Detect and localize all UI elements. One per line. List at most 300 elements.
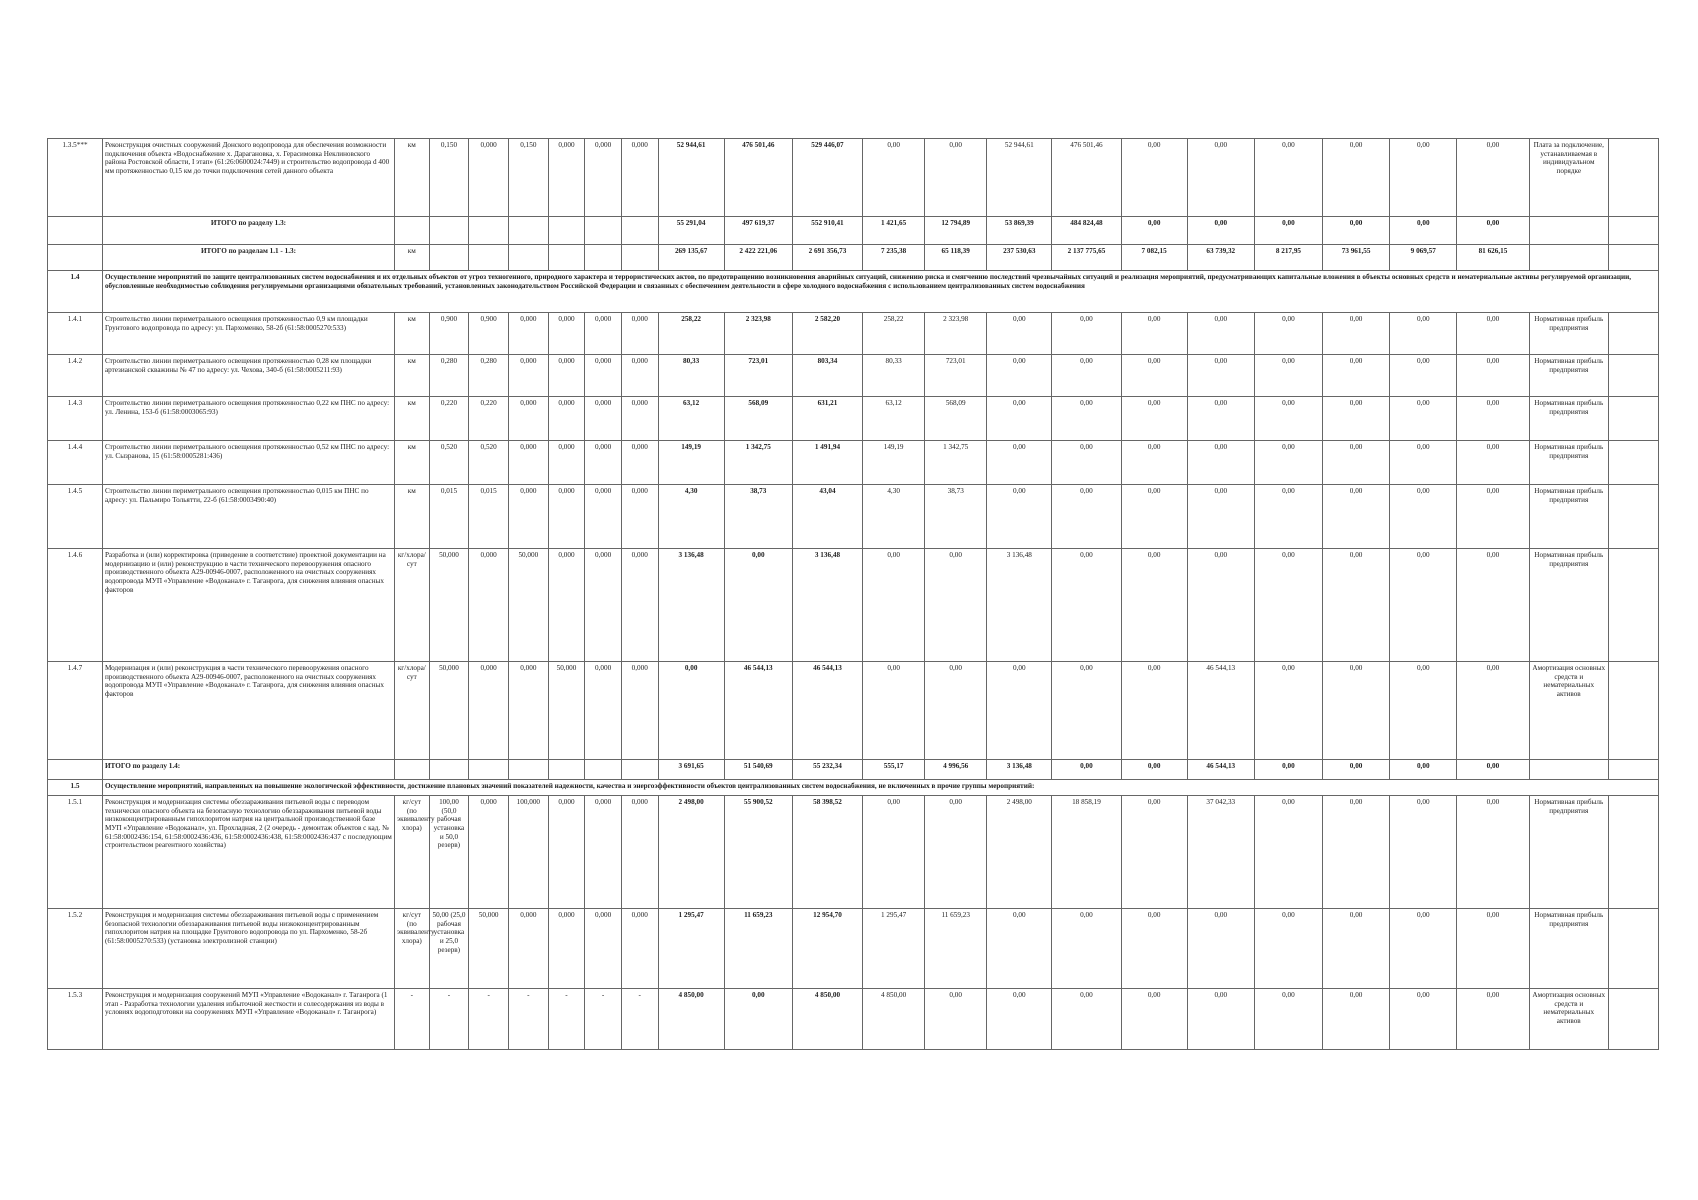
- amount-value: 0,00: [658, 662, 724, 760]
- table-row: [48, 549, 1659, 662]
- amount-value: 0,00: [1187, 355, 1254, 397]
- amount-value: 3 136,48: [658, 549, 724, 662]
- capacity-value: 0,000: [508, 441, 548, 485]
- amount-value: 12 794,89: [925, 217, 987, 245]
- amount-value: 0,00: [1254, 217, 1322, 245]
- amount-value: 0,00: [1457, 485, 1529, 549]
- amount-value: 0,00: [1457, 909, 1529, 989]
- measure-description: Реконструкция и модернизация сооружений МУП «Управление «Водоканал» г. Таганрога (1 этап - Разработка технологии удаления избыточной жесткости и солесодержания из воды в условиях водоподготовки на сооружениях МУП «Управление «Водоканал» г. Таганрога): [102, 989, 394, 1050]
- amount-value: 0,00: [1457, 441, 1529, 485]
- amount-value: 0,00: [1052, 355, 1121, 397]
- unit: км: [395, 355, 430, 397]
- amount-value: 0,00: [1390, 796, 1457, 909]
- amount-value: 0,00: [1457, 796, 1529, 909]
- amount-value: 0,00: [1052, 989, 1121, 1050]
- amount-value: 555,17: [863, 760, 925, 780]
- capacity-value: 0,900: [429, 313, 469, 355]
- capacity-value: 0,520: [469, 441, 509, 485]
- amount-value: 0,00: [1323, 909, 1390, 989]
- capacity-value: [429, 217, 469, 245]
- empty-cell: [1608, 796, 1658, 909]
- amount-value: 0,00: [1323, 662, 1390, 760]
- amount-value: 0,00: [1323, 397, 1390, 441]
- amount-value: 0,00: [1323, 549, 1390, 662]
- row-number: 1.4.5: [48, 485, 103, 549]
- amount-value: 258,22: [863, 313, 925, 355]
- unit: км: [395, 485, 430, 549]
- amount-value: 53 869,39: [987, 217, 1052, 245]
- capacity-value: 0,000: [585, 662, 622, 760]
- capacity-value: 0,000: [621, 441, 658, 485]
- capacity-value: 100,00 (50,0 рабочая установка и 50,0 резерв): [429, 796, 469, 909]
- amount-value: 52 944,61: [987, 139, 1052, 217]
- amount-value: 0,00: [1457, 313, 1529, 355]
- amount-value: 0,00: [1390, 989, 1457, 1050]
- measure-description: Реконструкция очистных сооружений Донского водопровода для обеспечения возможности подключения объекта «Водоснабжение х. Дарагановка, х. Герасимовка Неклиновского района Ростовской области, I этап» (61:26:0600024:7449) и строительство водопровода d 400 мм протяженностью 0,15 км до точки подключения сетей данного объекта: [102, 139, 394, 217]
- measure-description: Строительство линии периметрального освещения протяженностью 0,28 км площадки артезианской скважины № 47 по адресу: ул. Чехова, 340-б (61:58:0005211:93): [102, 355, 394, 397]
- amount-value: 0,00: [1390, 549, 1457, 662]
- amount-value: 0,00: [1457, 355, 1529, 397]
- measure-description: Строительство линии периметрального освещения протяженностью 0,015 км ПНС по адресу: ул. Пальмиро Тольятти, 22-б (61:58:0003490:40): [102, 485, 394, 549]
- capacity-value: 50,000: [429, 662, 469, 760]
- amount-value: 269 135,67: [658, 245, 724, 271]
- capacity-value: -: [508, 989, 548, 1050]
- total-row: [48, 217, 1659, 245]
- capacity-value: -: [548, 989, 585, 1050]
- investment-program-table: [47, 138, 1659, 1050]
- amount-value: 0,00: [1323, 796, 1390, 909]
- unit: км: [395, 313, 430, 355]
- amount-value: 0,00: [1121, 549, 1187, 662]
- capacity-value: 0,000: [548, 549, 585, 662]
- capacity-value: 0,000: [585, 485, 622, 549]
- amount-value: 0,00: [1323, 139, 1390, 217]
- amount-value: 55 232,34: [792, 760, 862, 780]
- amount-value: 0,00: [1121, 909, 1187, 989]
- measure-description: Модернизация и (или) реконструкция в части технического перевооружения опасного производственного объекта А29-00946-0007, расположенного на очистных сооружениях водопровода МУП «Управление «Водоканал» г. Таганрога, для снижения влияния опасных факторов: [102, 662, 394, 760]
- row-number: 1.5: [48, 780, 103, 796]
- amount-value: 631,21: [792, 397, 862, 441]
- capacity-value: 0,000: [548, 909, 585, 989]
- empty-cell: [1608, 441, 1658, 485]
- amount-value: 0,00: [1457, 989, 1529, 1050]
- measure-description: Разработка и (или) корректировка (приведение в соответствие) проектной документации на модернизацию и (или) реконструкцию в части технического перевооружения опасного производственного объекта А29-00946-0007, расположенного на очистных сооружениях водопровода МУП «Управление «Водоканал» г. Таганрога, для снижения влияния опасных факторов: [102, 549, 394, 662]
- amount-value: 1 295,47: [658, 909, 724, 989]
- amount-value: 43,04: [792, 485, 862, 549]
- empty-cell: [1608, 355, 1658, 397]
- empty-cell: [1608, 485, 1658, 549]
- amount-value: 4 850,00: [792, 989, 862, 1050]
- amount-value: 4 850,00: [863, 989, 925, 1050]
- capacity-value: 0,015: [429, 485, 469, 549]
- amount-value: 0,00: [1254, 760, 1322, 780]
- capacity-value: [469, 217, 509, 245]
- amount-value: 1 491,94: [792, 441, 862, 485]
- amount-value: 0,00: [987, 441, 1052, 485]
- measure-description: Строительство линии периметрального освещения протяженностью 0,52 км ПНС по адресу: ул. Сызранова, 15 (61:58:0005281:436): [102, 441, 394, 485]
- capacity-value: 50,000: [548, 662, 585, 760]
- unit: -: [395, 989, 430, 1050]
- amount-value: 1 342,75: [724, 441, 792, 485]
- capacity-value: 0,000: [508, 397, 548, 441]
- funding-source: Нормативная прибыль предприятия: [1529, 796, 1608, 909]
- amount-value: 723,01: [724, 355, 792, 397]
- funding-source: Нормативная прибыль предприятия: [1529, 549, 1608, 662]
- table-row: [48, 313, 1659, 355]
- unit: км: [395, 245, 430, 271]
- amount-value: 0,00: [1052, 313, 1121, 355]
- amount-value: 552 910,41: [792, 217, 862, 245]
- amount-value: 0,00: [1052, 397, 1121, 441]
- amount-value: 0,00: [1121, 989, 1187, 1050]
- row-number: 1.5.3: [48, 989, 103, 1050]
- amount-value: 0,00: [1187, 217, 1254, 245]
- amount-value: 0,00: [925, 139, 987, 217]
- amount-value: 2 691 356,73: [792, 245, 862, 271]
- amount-value: 0,00: [1390, 355, 1457, 397]
- capacity-value: 0,520: [429, 441, 469, 485]
- measure-description: Строительство линии периметрального освещения протяженностью 0,22 км ПНС по адресу: ул. Ленина, 153-б (61:58:0003065:93): [102, 397, 394, 441]
- amount-value: 0,00: [1121, 139, 1187, 217]
- capacity-value: 0,000: [548, 313, 585, 355]
- amount-value: 0,00: [1121, 662, 1187, 760]
- amount-value: 0,00: [1052, 441, 1121, 485]
- funding-source: Нормативная прибыль предприятия: [1529, 441, 1608, 485]
- total-label: ИТОГО по разделу 1.4:: [102, 760, 394, 780]
- capacity-value: -: [429, 989, 469, 1050]
- unit: км: [395, 139, 430, 217]
- amount-value: 2 582,20: [792, 313, 862, 355]
- amount-value: 55 291,04: [658, 217, 724, 245]
- capacity-value: 0,000: [585, 355, 622, 397]
- capacity-value: 0,000: [585, 313, 622, 355]
- capacity-value: [585, 245, 622, 271]
- table-row: [48, 397, 1659, 441]
- table-row: [48, 662, 1659, 760]
- amount-value: 63 739,32: [1187, 245, 1254, 271]
- amount-value: 149,19: [658, 441, 724, 485]
- amount-value: 0,00: [1323, 313, 1390, 355]
- amount-value: 0,00: [1254, 909, 1322, 989]
- amount-value: 37 042,33: [1187, 796, 1254, 909]
- amount-value: 0,00: [1187, 313, 1254, 355]
- amount-value: 149,19: [863, 441, 925, 485]
- amount-value: 80,33: [863, 355, 925, 397]
- capacity-value: [429, 245, 469, 271]
- amount-value: 258,22: [658, 313, 724, 355]
- table-row: [48, 909, 1659, 989]
- capacity-value: 0,000: [621, 909, 658, 989]
- capacity-value: 0,000: [548, 139, 585, 217]
- amount-value: 4,30: [658, 485, 724, 549]
- capacity-value: [585, 760, 622, 780]
- funding-source: Нормативная прибыль предприятия: [1529, 909, 1608, 989]
- amount-value: 2 422 221,06: [724, 245, 792, 271]
- amount-value: 0,00: [987, 485, 1052, 549]
- amount-value: 46 544,13: [1187, 760, 1254, 780]
- total-label: ИТОГО по разделу 1.3:: [102, 217, 394, 245]
- amount-value: 0,00: [1254, 549, 1322, 662]
- empty-cell: [1608, 397, 1658, 441]
- row-number: 1.5.1: [48, 796, 103, 909]
- table-row: [48, 139, 1659, 217]
- empty-cell: [1608, 217, 1658, 245]
- capacity-value: 0,000: [621, 313, 658, 355]
- capacity-value: 0,900: [469, 313, 509, 355]
- amount-value: 2 323,98: [925, 313, 987, 355]
- unit: кг/сут (по эквиваленту хлора): [395, 909, 430, 989]
- funding-source: Нормативная прибыль предприятия: [1529, 485, 1608, 549]
- amount-value: 0,00: [1121, 796, 1187, 909]
- amount-value: 0,00: [1052, 549, 1121, 662]
- capacity-value: 0,000: [508, 662, 548, 760]
- amount-value: 0,00: [1254, 989, 1322, 1050]
- unit: кг/хлора/сут: [395, 549, 430, 662]
- amount-value: 0,00: [1254, 355, 1322, 397]
- amount-value: 11 659,23: [724, 909, 792, 989]
- total-row: [48, 245, 1659, 271]
- amount-value: 52 944,61: [658, 139, 724, 217]
- capacity-value: [508, 245, 548, 271]
- amount-value: 497 619,37: [724, 217, 792, 245]
- amount-value: 484 824,48: [1052, 217, 1121, 245]
- row-number: 1.4.6: [48, 549, 103, 662]
- section-header-row: [48, 780, 1659, 796]
- capacity-value: [621, 760, 658, 780]
- funding-source: Амортизация основных средств и нематериальных активов: [1529, 662, 1608, 760]
- amount-value: 7 082,15: [1121, 245, 1187, 271]
- capacity-value: 0,000: [621, 397, 658, 441]
- capacity-value: [508, 217, 548, 245]
- amount-value: 3 691,65: [658, 760, 724, 780]
- amount-value: 0,00: [1390, 760, 1457, 780]
- amount-value: 0,00: [987, 355, 1052, 397]
- capacity-value: 0,000: [469, 549, 509, 662]
- capacity-value: -: [469, 989, 509, 1050]
- capacity-value: 50,000: [429, 549, 469, 662]
- capacity-value: 0,000: [585, 549, 622, 662]
- funding-source: Плата за подключение, устанавливаемая в индивидуальном порядке: [1529, 139, 1608, 217]
- amount-value: 0,00: [1254, 139, 1322, 217]
- funding-source: [1529, 217, 1608, 245]
- amount-value: 0,00: [1052, 909, 1121, 989]
- table-row: [48, 989, 1659, 1050]
- capacity-value: 0,000: [508, 355, 548, 397]
- capacity-value: 0,000: [621, 549, 658, 662]
- funding-source: [1529, 245, 1608, 271]
- amount-value: 0,00: [1052, 662, 1121, 760]
- capacity-value: [548, 217, 585, 245]
- capacity-value: 0,015: [469, 485, 509, 549]
- table-row: [48, 796, 1659, 909]
- table-row: [48, 355, 1659, 397]
- capacity-value: 0,000: [508, 485, 548, 549]
- capacity-value: 0,000: [585, 796, 622, 909]
- empty-cell: [1608, 313, 1658, 355]
- table-row: [48, 441, 1659, 485]
- amount-value: 0,00: [1323, 989, 1390, 1050]
- amount-value: 2 498,00: [987, 796, 1052, 909]
- amount-value: 568,09: [925, 397, 987, 441]
- amount-value: 0,00: [863, 549, 925, 662]
- amount-value: 0,00: [987, 313, 1052, 355]
- funding-source: Амортизация основных средств и нематериальных активов: [1529, 989, 1608, 1050]
- amount-value: 0,00: [1187, 139, 1254, 217]
- amount-value: 2 323,98: [724, 313, 792, 355]
- row-number: [48, 760, 103, 780]
- amount-value: 0,00: [1457, 397, 1529, 441]
- amount-value: 81 626,15: [1457, 245, 1529, 271]
- capacity-value: 0,000: [469, 139, 509, 217]
- amount-value: 0,00: [1121, 313, 1187, 355]
- amount-value: 0,00: [1187, 989, 1254, 1050]
- unit: [395, 217, 430, 245]
- amount-value: 0,00: [1121, 355, 1187, 397]
- amount-value: 568,09: [724, 397, 792, 441]
- amount-value: 0,00: [1121, 760, 1187, 780]
- capacity-value: 0,150: [429, 139, 469, 217]
- amount-value: 0,00: [1323, 760, 1390, 780]
- amount-value: 11 659,23: [925, 909, 987, 989]
- empty-cell: [1608, 139, 1658, 217]
- capacity-value: 0,000: [621, 355, 658, 397]
- amount-value: 1 295,47: [863, 909, 925, 989]
- amount-value: 2 137 775,65: [1052, 245, 1121, 271]
- capacity-value: -: [585, 989, 622, 1050]
- measure-description: Реконструкция и модернизация системы обеззараживания питьевой воды с переводом технически опасного объекта на безопасную технологию обеззараживания питьевой воды низкоконцентрированным гипохлоритом натрия на центральной производственной базе МУП «Управление «Водоканал», ул. Прохладная, 2 (2 очередь - демонтаж объектов с кад. № 61:58:0002436:154, 61:58:0002436:436, 61:58:0002436:438, 61:58:0002436:437 с последующим строительством реагентного хозяйства): [102, 796, 394, 909]
- amount-value: 0,00: [863, 139, 925, 217]
- amount-value: 4,30: [863, 485, 925, 549]
- amount-value: 63,12: [863, 397, 925, 441]
- capacity-value: 50,000: [469, 909, 509, 989]
- empty-cell: [1608, 662, 1658, 760]
- amount-value: 803,34: [792, 355, 862, 397]
- amount-value: 2 498,00: [658, 796, 724, 909]
- capacity-value: [469, 760, 509, 780]
- capacity-value: 0,000: [585, 397, 622, 441]
- unit: км: [395, 441, 430, 485]
- amount-value: 0,00: [1187, 441, 1254, 485]
- amount-value: 0,00: [1254, 662, 1322, 760]
- capacity-value: 0,000: [585, 139, 622, 217]
- capacity-value: [548, 245, 585, 271]
- empty-cell: [1608, 989, 1658, 1050]
- capacity-value: 100,000: [508, 796, 548, 909]
- section-title: Осуществление мероприятий, направленных на повышение экологической эффективности, достижение плановых значений показателей надежности, качества и энергоэффективности объектов централизованных систем водоснабжения, не включенных в прочие группы мероприятий:: [102, 780, 1658, 796]
- amount-value: 0,00: [1254, 313, 1322, 355]
- capacity-value: 0,000: [621, 796, 658, 909]
- section-header-row: [48, 271, 1659, 313]
- amount-value: 0,00: [925, 549, 987, 662]
- capacity-value: 0,000: [548, 397, 585, 441]
- amount-value: 0,00: [1187, 549, 1254, 662]
- unit: кг/хлора/сут: [395, 662, 430, 760]
- amount-value: 0,00: [1390, 441, 1457, 485]
- amount-value: 0,00: [724, 549, 792, 662]
- capacity-value: 0,150: [508, 139, 548, 217]
- amount-value: 4 996,56: [925, 760, 987, 780]
- capacity-value: 0,000: [548, 441, 585, 485]
- amount-value: 38,73: [925, 485, 987, 549]
- amount-value: 0,00: [1457, 549, 1529, 662]
- row-number: 1.4.4: [48, 441, 103, 485]
- amount-value: 0,00: [1323, 441, 1390, 485]
- capacity-value: 0,000: [469, 662, 509, 760]
- amount-value: 0,00: [724, 989, 792, 1050]
- amount-value: 46 544,13: [1187, 662, 1254, 760]
- amount-value: 0,00: [863, 796, 925, 909]
- amount-value: 1 421,65: [863, 217, 925, 245]
- amount-value: 7 235,38: [863, 245, 925, 271]
- amount-value: 0,00: [987, 662, 1052, 760]
- measure-description: Реконструкция и модернизация системы обеззараживания питьевой воды с применением безопасной технологии обеззараживания питьевой воды низкоконцентрированным гипохлоритом натрия на площадке Грунтового водопровода по ул. Пархоменко, 58-2б (61:58:0005270:533) (установка электролизной станции): [102, 909, 394, 989]
- amount-value: 55 900,52: [724, 796, 792, 909]
- row-number: 1.4.7: [48, 662, 103, 760]
- capacity-value: 0,000: [548, 796, 585, 909]
- amount-value: 0,00: [1121, 217, 1187, 245]
- capacity-value: [429, 760, 469, 780]
- amount-value: 0,00: [1390, 909, 1457, 989]
- capacity-value: [469, 245, 509, 271]
- amount-value: 0,00: [1254, 441, 1322, 485]
- capacity-value: [621, 245, 658, 271]
- amount-value: 18 858,19: [1052, 796, 1121, 909]
- table-row: [48, 485, 1659, 549]
- funding-source: [1529, 760, 1608, 780]
- row-number: 1.3.5***: [48, 139, 103, 217]
- amount-value: 1 342,75: [925, 441, 987, 485]
- empty-cell: [1608, 549, 1658, 662]
- capacity-value: 0,280: [469, 355, 509, 397]
- capacity-value: 50,00 (25,0 рабочая установка и 25,0 резерв): [429, 909, 469, 989]
- amount-value: 723,01: [925, 355, 987, 397]
- capacity-value: 50,000: [508, 549, 548, 662]
- amount-value: 0,00: [1390, 217, 1457, 245]
- amount-value: 0,00: [1187, 909, 1254, 989]
- amount-value: 51 540,69: [724, 760, 792, 780]
- capacity-value: -: [621, 989, 658, 1050]
- capacity-value: 0,000: [621, 139, 658, 217]
- amount-value: 46 544,13: [792, 662, 862, 760]
- amount-value: 237 530,63: [987, 245, 1052, 271]
- capacity-value: 0,000: [508, 313, 548, 355]
- capacity-value: 0,000: [585, 441, 622, 485]
- amount-value: 0,00: [1390, 662, 1457, 760]
- capacity-value: [508, 760, 548, 780]
- amount-value: 80,33: [658, 355, 724, 397]
- amount-value: 0,00: [1390, 397, 1457, 441]
- capacity-value: 0,280: [429, 355, 469, 397]
- row-number: 1.5.2: [48, 909, 103, 989]
- amount-value: 0,00: [1187, 397, 1254, 441]
- amount-value: 0,00: [925, 662, 987, 760]
- capacity-value: [548, 760, 585, 780]
- capacity-value: 0,000: [548, 485, 585, 549]
- amount-value: 0,00: [1052, 760, 1121, 780]
- unit: кг/сут (по эквиваленту хлора): [395, 796, 430, 909]
- section-title: Осуществление мероприятий по защите централизованных систем водоснабжения и их отдельных объектов от угроз техногенного, природного характера и террористических актов, по предотвращению возникновения аварийных ситуаций, снижению риска и смягчению последствий чрезвычайных ситуаций и реализация мероприятий, предусматривающих капитальные вложения в объекты основных средств и нематериальные активы регулируемой организации, обусловленные необходимостью соблюдения регулируемыми организациями обязательных требований, установленных законодательством Российской Федерации и связанных с обеспечением деятельности в сфере холодного водоснабжения с использованием централизованных систем водоснабжения: [102, 271, 1658, 313]
- capacity-value: 0,000: [621, 662, 658, 760]
- total-row: [48, 760, 1659, 780]
- empty-cell: [1608, 760, 1658, 780]
- amount-value: 73 961,55: [1323, 245, 1390, 271]
- amount-value: 0,00: [1457, 662, 1529, 760]
- measure-description: Строительство линии периметрального освещения протяженностью 0,9 км площадки Грунтового водопровода по адресу: ул. Пархоменко, 58-2б (61:58:0005270:533): [102, 313, 394, 355]
- amount-value: 476 501,46: [1052, 139, 1121, 217]
- amount-value: 12 954,70: [792, 909, 862, 989]
- amount-value: 0,00: [1254, 796, 1322, 909]
- amount-value: 0,00: [1390, 139, 1457, 217]
